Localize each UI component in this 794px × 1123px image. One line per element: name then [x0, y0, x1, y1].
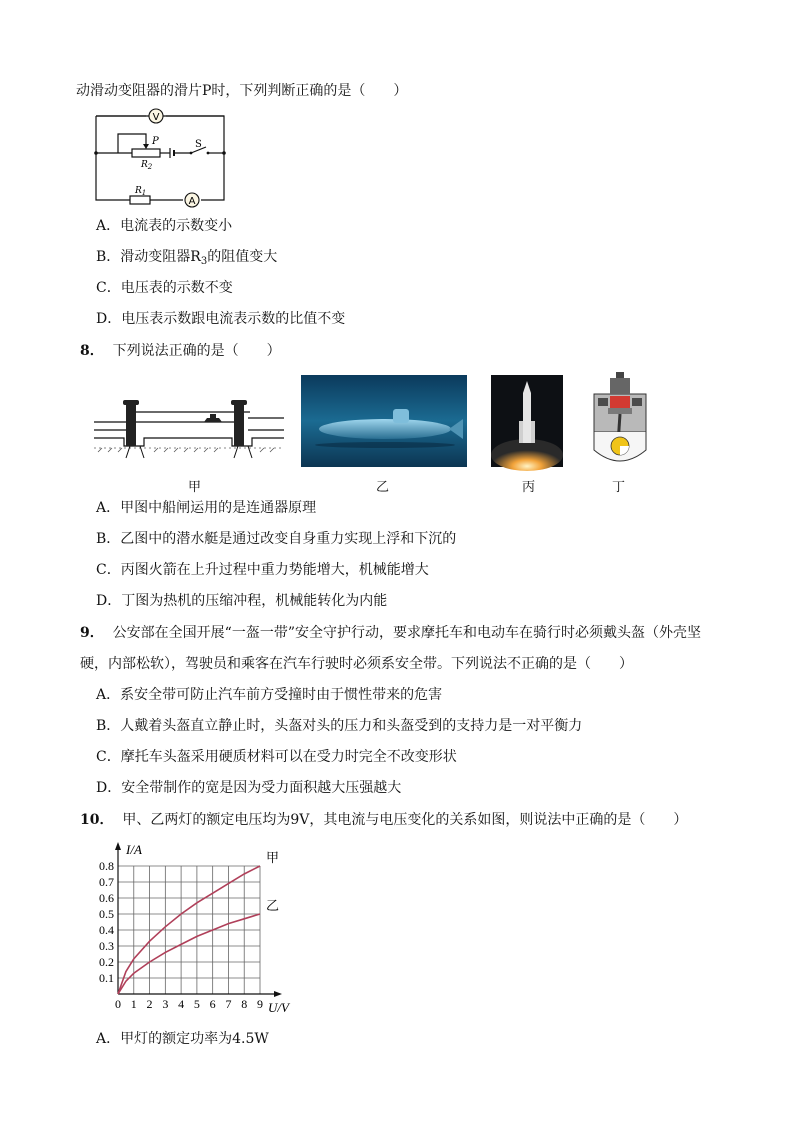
q7-option-a: A．电流表的示数变小: [96, 218, 233, 234]
r1-label: $R_1$: [135, 186, 147, 197]
fig-label-yi: 乙: [376, 480, 390, 495]
y-tick-label: 0.1: [99, 971, 114, 985]
x-tick-label: 7: [225, 997, 232, 1011]
x-tick-label: 9: [257, 997, 263, 1011]
q10-option-a: A．甲灯的额定功率为4.5W: [96, 1031, 269, 1047]
y-tick-label: 0.2: [99, 955, 114, 969]
q9-stem-line2: 硬，内部松软），驾驶员和乘客在汽车行驶时必须系安全带。下列说法不正确的是（ ）: [80, 656, 633, 672]
fig-label-ding: 丁: [612, 480, 626, 495]
q9-option-a: A．系安全带可防止汽车前方受撞时由于惯性带来的危害: [96, 687, 443, 703]
slider-p-label: P: [152, 136, 159, 147]
y-tick-label: 0.8: [99, 859, 114, 873]
q7-option-d: D．电压表示数跟电流表示数的比值不变: [96, 311, 346, 327]
y-tick-label: 0.5: [99, 907, 114, 921]
series-label-0: 甲: [266, 851, 280, 866]
series-line-1: [118, 914, 260, 994]
engine-cylinder-figure: [590, 372, 650, 468]
q8-option-a: A．甲图中船闸运用的是连通器原理: [96, 500, 317, 516]
y-tick-label: 0.7: [99, 875, 114, 889]
ship-lock-figure: [94, 378, 284, 468]
fig-label-bing: 丙: [522, 480, 536, 495]
voltmeter-label: V: [152, 112, 160, 123]
x-axis-arrow: [274, 991, 282, 997]
iv-chart: [88, 840, 318, 1020]
x-tick-label: 3: [162, 997, 169, 1011]
series-label-1: 乙: [266, 899, 280, 914]
rocket-figure: [491, 375, 563, 467]
q9-stem-line1: 9． 公安部在全国开展“一盔一带”安全守护行动，要求摩托车和电动车在骑行时必须戴头盔（外壳坚: [80, 625, 701, 641]
q8-option-b: B．乙图中的潜水艇是通过改变自身重力实现上浮和下沉的: [96, 531, 457, 547]
q8-option-d: D．丁图为热机的压缩冲程，机械能转化为内能: [96, 593, 388, 609]
y-axis-label: I/A: [126, 842, 142, 857]
q8-option-c: C．丙图火箭在上升过程中重力势能增大，机械能增大: [96, 562, 429, 578]
q7-stem-tail: 动滑动变阻器的滑片P时，下列判断正确的是（ ）: [76, 83, 408, 99]
x-axis-label: U/V: [268, 1000, 289, 1015]
y-axis-arrow: [115, 842, 121, 850]
switch-s-label: S: [195, 139, 202, 150]
q7-option-c: C．电压表的示数不变: [96, 280, 233, 296]
y-tick-label: 0.4: [99, 923, 114, 937]
x-tick-label: 0: [115, 997, 121, 1011]
r2-label: $R_2$: [141, 160, 153, 171]
q7-circuit-diagram: [90, 104, 230, 214]
q7-option-b: B．滑动变阻器$R_3$的阻值变大: [96, 249, 278, 267]
q9-option-d: D．安全带制作的宽是因为受力面积越大压强越大: [96, 780, 402, 796]
y-tick-label: 0.6: [99, 891, 114, 905]
x-tick-label: 5: [193, 997, 200, 1011]
q9-option-c: C．摩托车头盔采用硬质材料可以在受力时完全不改变形状: [96, 749, 457, 765]
x-tick-label: 1: [130, 997, 137, 1011]
x-tick-label: 6: [209, 997, 216, 1011]
x-tick-label: 4: [178, 997, 185, 1011]
submarine-figure: [301, 375, 467, 467]
ammeter-label: A: [188, 196, 196, 207]
y-tick-label: 0.3: [99, 939, 114, 953]
q9-option-b: B．人戴着头盔直立静止时，头盔对头的压力和头盔受到的支持力是一对平衡力: [96, 718, 583, 734]
x-tick-label: 8: [241, 997, 248, 1011]
q10-stem: 10． 甲、乙两灯的额定电压均为9V，其电流与电压变化的关系如图，则说法中正确的是（ ）: [80, 812, 688, 828]
q8-stem: 8． 下列说法正确的是（ ）: [80, 343, 281, 359]
fig-label-jia: 甲: [188, 480, 202, 495]
x-tick-label: 2: [146, 997, 153, 1011]
